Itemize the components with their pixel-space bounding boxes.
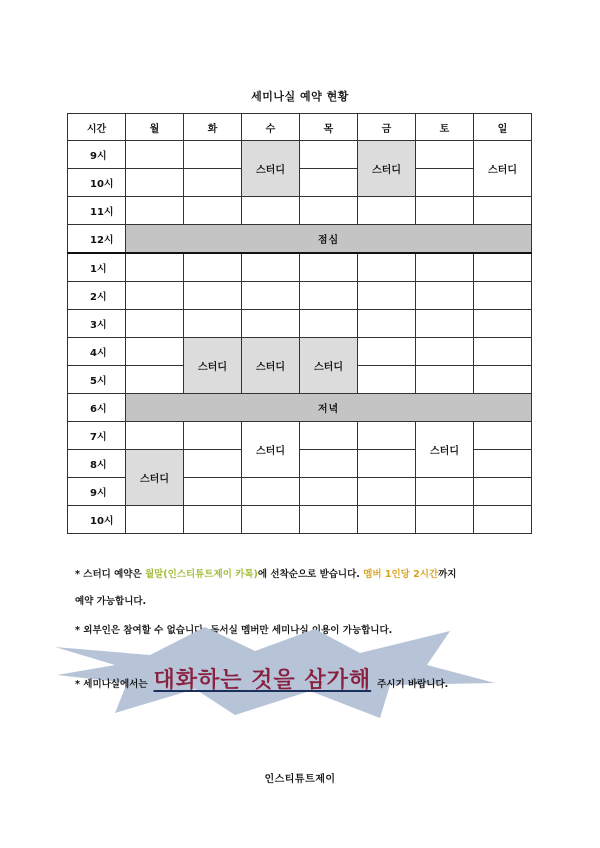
time-label: 2시 [68, 282, 126, 310]
cell-empty[interactable] [242, 506, 300, 534]
cell-empty[interactable] [126, 169, 184, 197]
cell-empty[interactable] [184, 422, 242, 450]
reservation-block[interactable]: 스터디 [358, 141, 416, 197]
header-sat: 토 [416, 114, 474, 141]
cell-empty[interactable] [300, 169, 358, 197]
cell-empty[interactable] [474, 506, 532, 534]
cell-empty[interactable] [474, 366, 532, 394]
cell-empty[interactable] [126, 197, 184, 225]
cell-empty[interactable] [242, 282, 300, 310]
time-label: 7시 [68, 422, 126, 450]
table-row [68, 338, 532, 366]
cell-empty[interactable] [358, 506, 416, 534]
table-row [68, 141, 532, 169]
footer-brand: 인스티튜트제이 [264, 774, 336, 785]
cell-empty[interactable] [184, 310, 242, 338]
cell-empty[interactable] [126, 282, 184, 310]
table-row [68, 282, 532, 310]
cell-empty[interactable] [300, 197, 358, 225]
cell-empty[interactable] [416, 506, 474, 534]
cell-empty[interactable] [126, 422, 184, 450]
cell-empty[interactable] [184, 169, 242, 197]
reservation-block[interactable]: 스터디 [242, 141, 300, 197]
time-label: 9시 [68, 141, 126, 169]
time-label: 12시 [68, 225, 126, 254]
lunch-break: 점심 [126, 225, 532, 254]
table-row [68, 422, 532, 450]
note-quiet-rule [75, 663, 448, 694]
header-mon: 월 [126, 114, 184, 141]
cell-empty[interactable] [416, 478, 474, 506]
reservation-table [67, 113, 532, 534]
cell-empty[interactable] [474, 450, 532, 478]
header-fri: 금 [358, 114, 416, 141]
time-label: 4시 [68, 338, 126, 366]
cell-empty[interactable] [242, 310, 300, 338]
cell-empty[interactable] [300, 253, 358, 282]
cell-empty[interactable] [358, 253, 416, 282]
time-label: 3시 [68, 310, 126, 338]
cell-empty[interactable] [416, 338, 474, 366]
reservation-block[interactable]: 스터디 [184, 338, 242, 394]
header-time: 시간 [68, 114, 126, 141]
time-label: 1시 [68, 253, 126, 282]
header-row [68, 114, 532, 141]
time-label: 10시 [68, 169, 126, 197]
note-reservation-rule-cont: 예약 가능합니다. [75, 596, 147, 607]
reservation-block[interactable]: 스터디 [474, 141, 532, 197]
cell-empty[interactable] [184, 282, 242, 310]
cell-empty[interactable] [300, 450, 358, 478]
cell-empty[interactable] [358, 450, 416, 478]
cell-empty[interactable] [242, 197, 300, 225]
cell-empty[interactable] [416, 310, 474, 338]
cell-empty[interactable] [474, 253, 532, 282]
time-label: 6시 [68, 394, 126, 422]
time-label: 11시 [68, 197, 126, 225]
reservation-block[interactable]: 스터디 [300, 338, 358, 394]
cell-empty[interactable] [416, 197, 474, 225]
dinner-break: 저녁 [126, 394, 532, 422]
cell-empty[interactable] [300, 310, 358, 338]
cell-empty[interactable] [300, 478, 358, 506]
cell-empty[interactable] [358, 366, 416, 394]
cell-empty[interactable] [126, 141, 184, 169]
note-outsider-rule: * 외부인은 참여할 수 없습니다. 독서실 멤버만 세미나실 이용이 가능합니다. [75, 625, 393, 636]
cell-empty[interactable] [242, 478, 300, 506]
cell-empty[interactable] [474, 338, 532, 366]
table-row [68, 169, 532, 197]
note-text: 까지 [438, 569, 457, 580]
cell-empty[interactable] [126, 253, 184, 282]
cell-empty[interactable] [300, 141, 358, 169]
cell-empty[interactable] [474, 422, 532, 450]
reservation-block[interactable]: 스터디 [242, 338, 300, 394]
cell-empty[interactable] [474, 310, 532, 338]
cell-empty[interactable] [474, 197, 532, 225]
header-wed: 수 [242, 114, 300, 141]
page-title: 세미나실 예약 현황 [251, 90, 349, 103]
table-row [68, 310, 532, 338]
cell-empty[interactable] [474, 282, 532, 310]
cell-empty[interactable] [300, 506, 358, 534]
note-emphasis: 대화하는 것을 삼가해 [153, 668, 372, 693]
time-label: 8시 [68, 450, 126, 478]
note-text: * 스터디 예약은 [75, 569, 145, 580]
cell-empty[interactable] [184, 478, 242, 506]
cell-empty[interactable] [416, 169, 474, 197]
reservation-block[interactable]: 스터디 [416, 422, 474, 478]
note-text: 에 선착순으로 받습니다. [257, 569, 364, 580]
cell-empty[interactable] [126, 506, 184, 534]
cell-empty[interactable] [184, 253, 242, 282]
cell-empty[interactable] [184, 197, 242, 225]
cell-empty[interactable] [242, 253, 300, 282]
table-row [68, 225, 532, 254]
cell-empty[interactable] [358, 422, 416, 450]
cell-empty[interactable] [126, 338, 184, 366]
header-tue: 화 [184, 114, 242, 141]
cell-empty[interactable] [358, 478, 416, 506]
cell-empty[interactable] [126, 310, 184, 338]
cell-empty[interactable] [416, 282, 474, 310]
table-row [68, 394, 532, 422]
table-row [68, 197, 532, 225]
cell-empty[interactable] [358, 282, 416, 310]
cell-empty[interactable] [126, 366, 184, 394]
cell-empty[interactable] [358, 338, 416, 366]
cell-empty[interactable] [184, 141, 242, 169]
note-text: 주시기 바랍니다. [377, 679, 449, 690]
note-highlight-yellow: 멤버 1인당 2시간 [363, 569, 439, 580]
table-row [68, 253, 532, 282]
cell-empty[interactable] [300, 422, 358, 450]
cell-empty[interactable] [416, 366, 474, 394]
time-label: 5시 [68, 366, 126, 394]
cell-empty[interactable] [184, 506, 242, 534]
table-row [68, 506, 532, 534]
cell-empty[interactable] [416, 141, 474, 169]
time-label: 10시 [68, 506, 126, 534]
note-highlight-green: 월말(인스티튜트제이 카톡) [144, 569, 258, 580]
note-reservation-rule [75, 566, 456, 580]
cell-empty[interactable] [474, 478, 532, 506]
time-label: 9시 [68, 478, 126, 506]
cell-empty[interactable] [358, 310, 416, 338]
cell-empty[interactable] [358, 197, 416, 225]
cell-empty[interactable] [184, 450, 242, 478]
header-sun: 일 [474, 114, 532, 141]
reservation-block[interactable]: 스터디 [242, 422, 300, 478]
reservation-block[interactable]: 스터디 [126, 450, 184, 506]
cell-empty[interactable] [416, 253, 474, 282]
cell-empty[interactable] [300, 282, 358, 310]
header-thu: 목 [300, 114, 358, 141]
note-text: * 세미나실에서는 [75, 679, 148, 690]
